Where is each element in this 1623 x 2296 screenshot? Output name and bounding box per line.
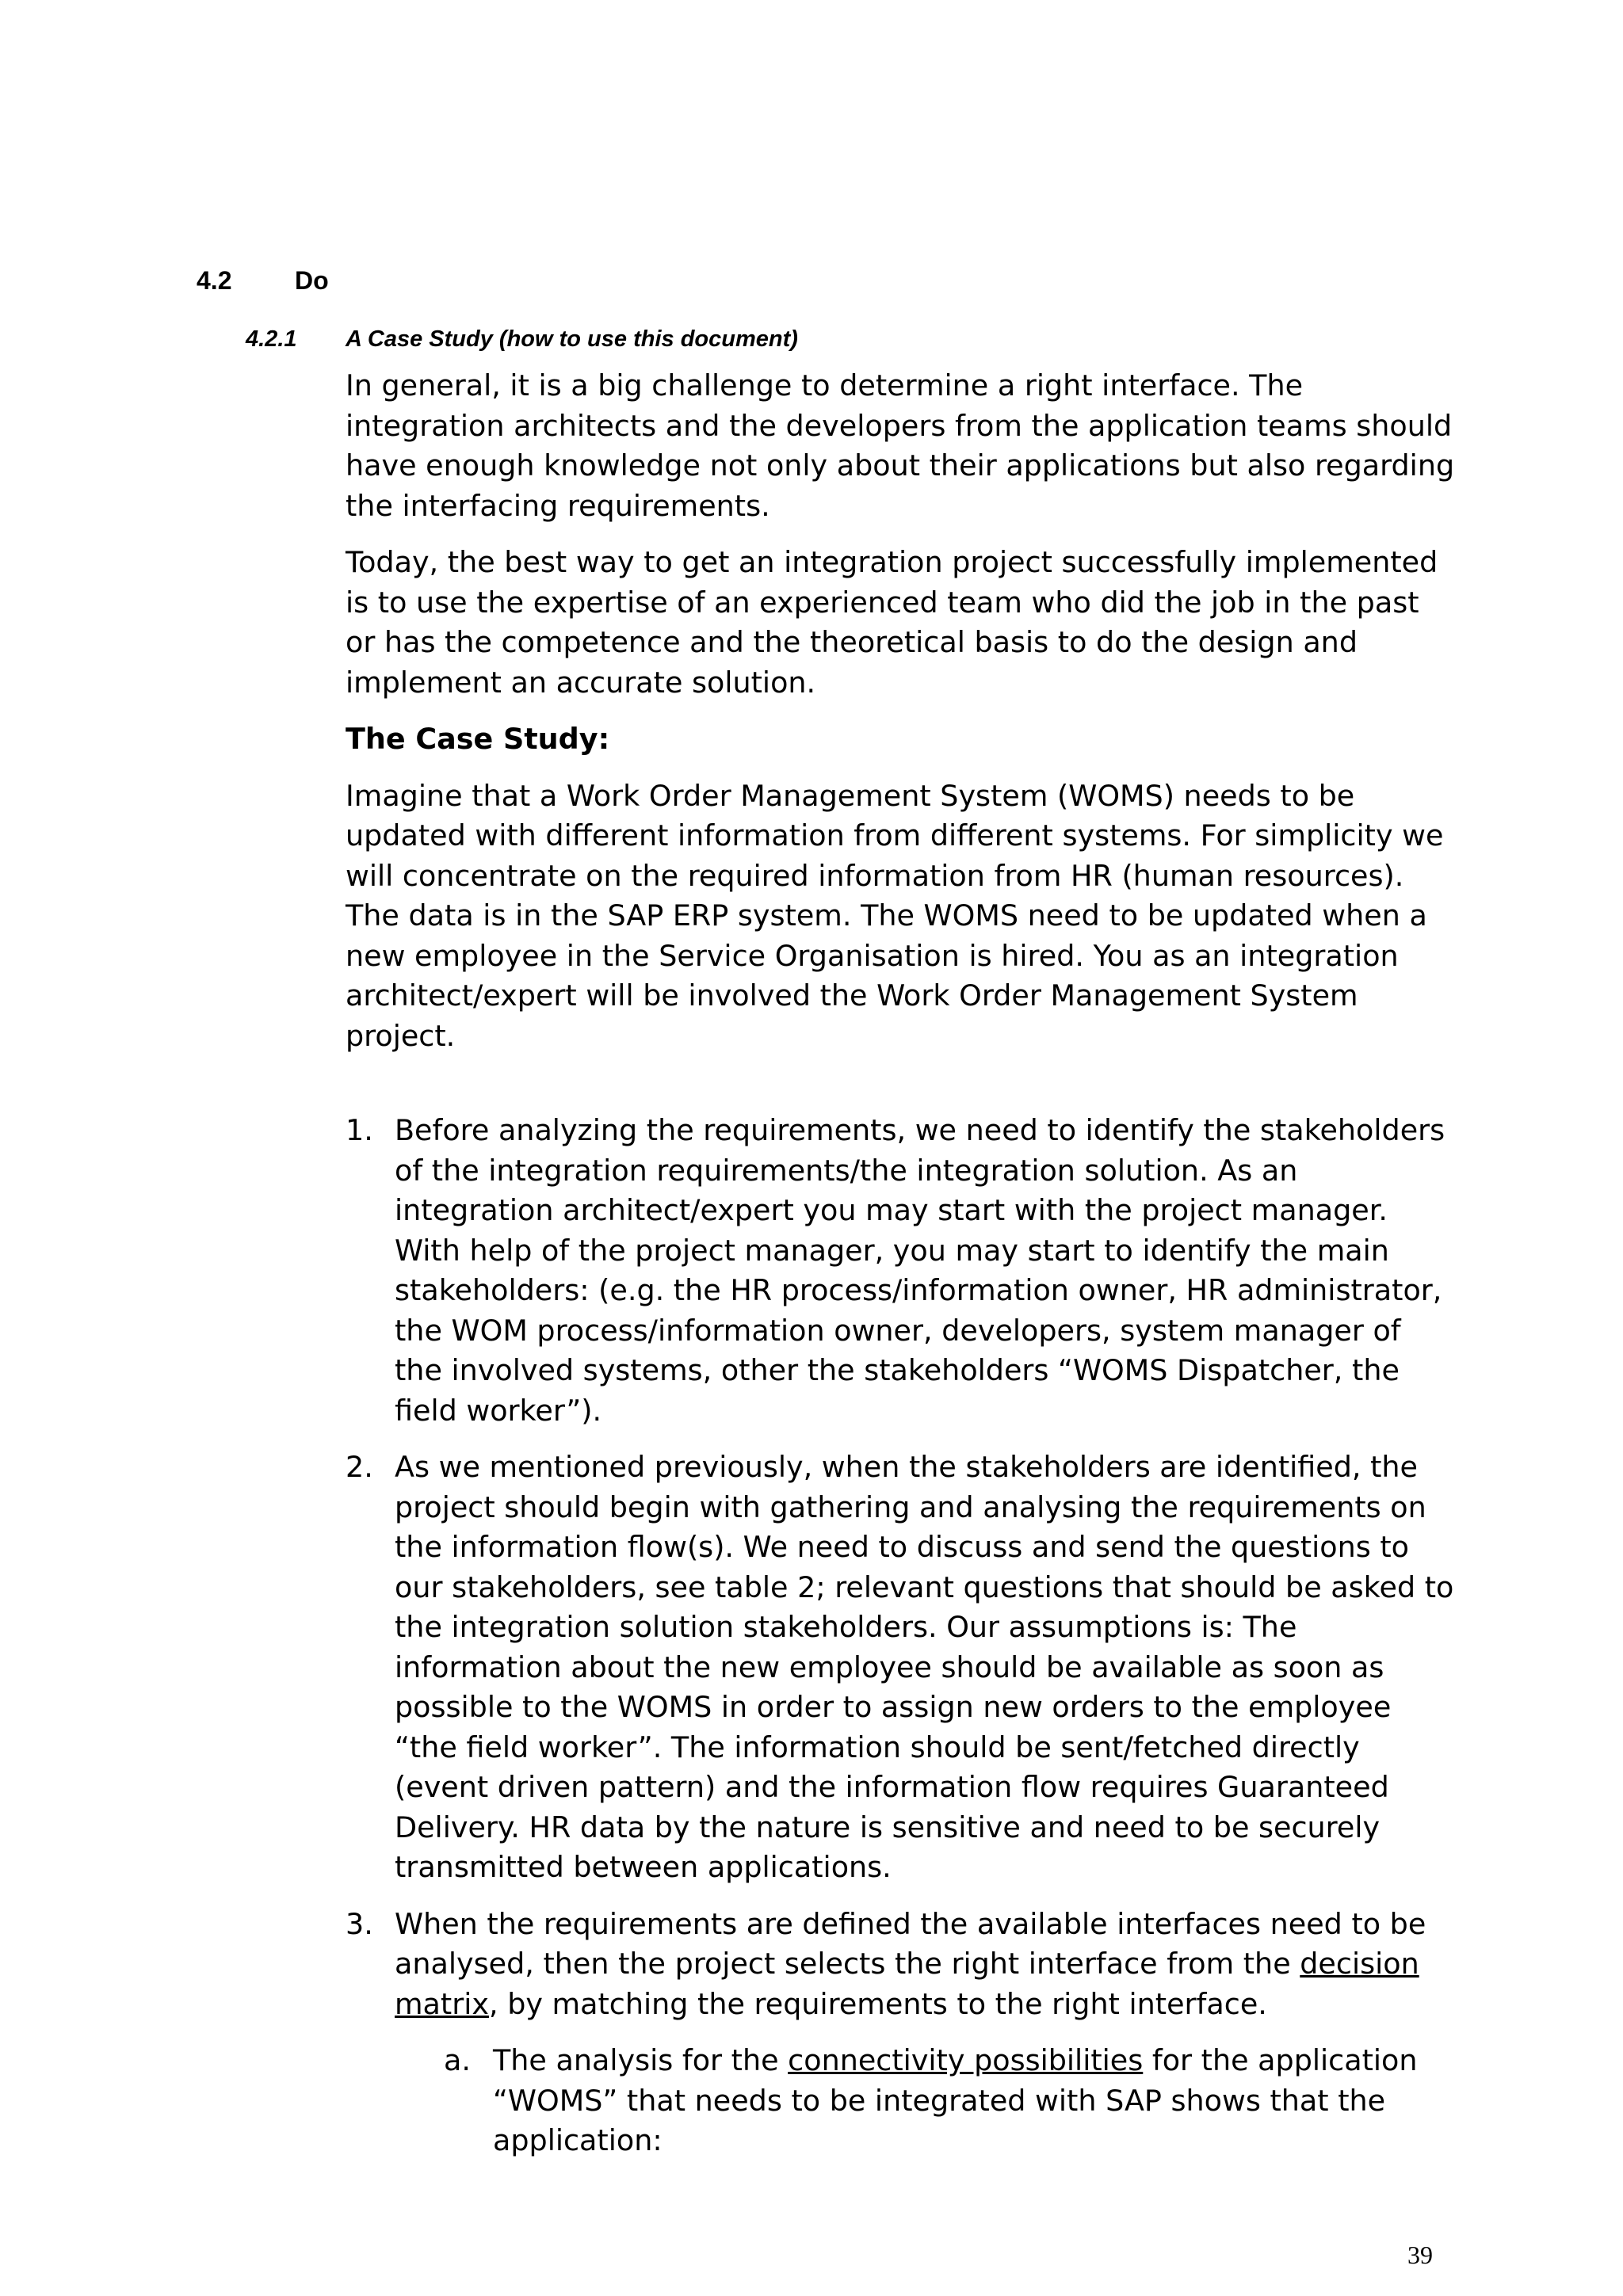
list-item xyxy=(346,1447,1455,1888)
sublist-marker: a. xyxy=(444,2043,471,2077)
decision-matrix-link[interactable]: decision matrix xyxy=(395,1947,1419,2021)
sublist-item xyxy=(444,2041,1455,2161)
list-marker: 1. xyxy=(346,1113,373,1147)
section-heading xyxy=(197,265,329,296)
connectivity-possibilities-link[interactable]: connectivity possibilities xyxy=(788,2043,1144,2077)
list-item-text-after-link: , by matching the requirements to the right interface. xyxy=(488,1986,1267,2021)
case-study-heading: The Case Study: xyxy=(346,722,610,756)
list-item-text: As we mentioned previously, when the stakeholders are identified, the project should begin with gathering and analysing the requirements on the information flow(s). We need to discuss and send the questions to our stakeholders, see table 2; relevant questions that should be asked to the integration solution stakeholders. Our assumptions is: The information about the new employee should be available as soon as possible to the WOMS in order to assign new orders to the employee “the field worker”. The information should be sent/fetched directly (event driven pattern) and the information flow requires Guaranteed Delivery. HR data by the nature is sensitive and need to be securely transmitted between applications. xyxy=(395,1450,1454,1884)
case-study-intro: Imagine that a Work Order Management System (WOMS) needs to be updated with different information from different systems. For simplicity we will concentrate on the required information from HR (human resources). The data is in the SAP ERP system. The WOMS need to be updated when a new employee in the Service Organisation is hired. You as an integration architect/expert will be involved the Work Order Management System project. xyxy=(346,778,1444,1053)
list-marker: 3. xyxy=(346,1906,373,1941)
steps-list xyxy=(346,1111,1455,2161)
subsection-heading xyxy=(246,323,798,355)
subsection-title: A Case Study (how to use this document) xyxy=(346,326,798,352)
section-number: 4.2 xyxy=(197,266,232,295)
list-item xyxy=(346,1111,1455,1431)
sublist-text-after-link: for the application “WOMS” that needs to be integrated with SAP shows that the application: xyxy=(493,2043,1418,2157)
paragraph: In general, it is a big challenge to determine a right interface. The integration architects and the developers from the application teams should have enough knowledge not only about their applications but also regarding the interfacing requirements. xyxy=(346,368,1455,523)
list-marker: 2. xyxy=(346,1450,373,1484)
list-item-text: Before analyzing the requirements, we need to identify the stakeholders of the integration requirements/the integration solution. As an integration architect/expert you may start with the project manager. With help of the project manager, you may start to identify the main stakeholders: (e.g. the HR process/information owner, HR administrator, the WOM process/information owner, developers, system manager of the involved systems, other the stakeholders “WOMS Dispatcher, the field worker”). xyxy=(395,1113,1445,1428)
list-item xyxy=(346,1905,1455,2161)
substeps-list xyxy=(444,2041,1455,2161)
body-content xyxy=(346,366,1455,2178)
sublist-text-before-link: The analysis for the xyxy=(493,2043,789,2077)
page-number: 39 xyxy=(1407,2241,1433,2269)
section-title: Do xyxy=(295,266,329,295)
subsection-number: 4.2.1 xyxy=(246,326,297,352)
paragraph: Today, the best way to get an integration project successfully implemented is to use the expertise of an experienced team who did the job in the past or has the competence and the theoretical basis to do the design and implement an accurate solution. xyxy=(346,545,1438,700)
list-item-text-before-link: When the requirements are defined the available interfaces need to be analysed, then the project selects the right interface from the xyxy=(395,1906,1426,1981)
